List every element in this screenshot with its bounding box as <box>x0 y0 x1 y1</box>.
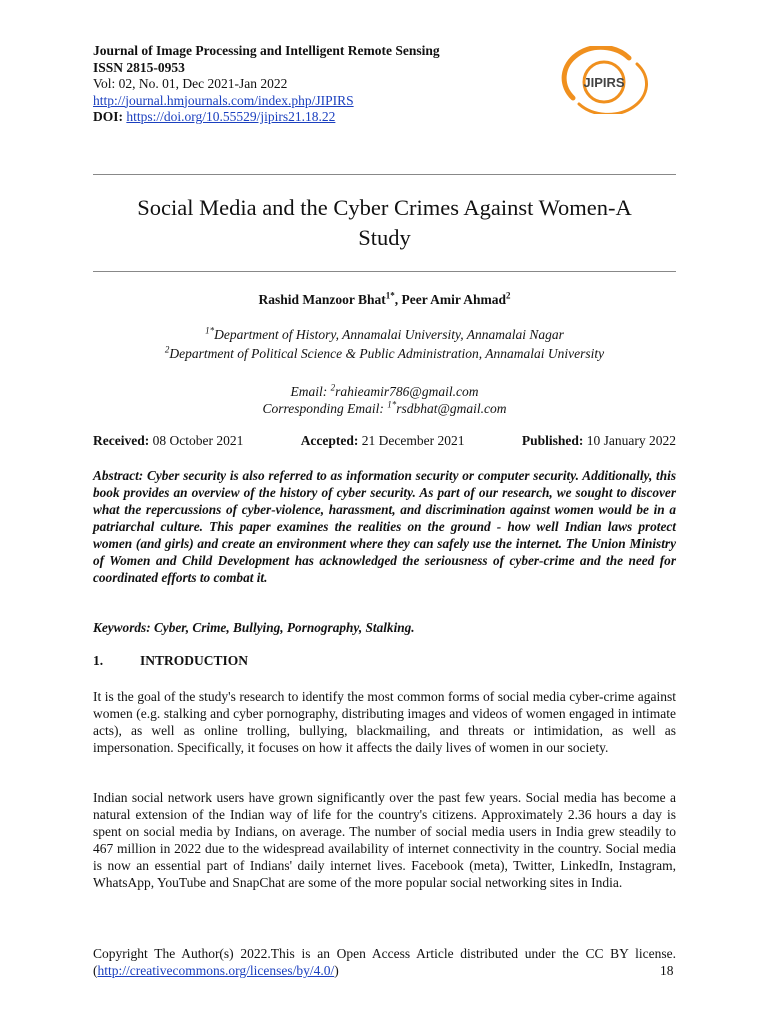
doi-label: DOI: <box>93 109 123 124</box>
author-2: Peer Amir Ahmad <box>401 292 507 307</box>
page-number: 18 <box>660 963 674 978</box>
author-list: Rashid Manzoor Bhat$^{1*}$, Peer Amir Ahmad$^2$ <box>258 290 511 307</box>
publication-dates <box>93 433 676 449</box>
corresponding-email: Corresponding Email: $^{1*}$rsdbhat@gmail.com <box>262 399 507 416</box>
jipirs-logo-icon <box>559 46 649 114</box>
paper-title: Social Media and the Cyber Crimes Against Women-A Study <box>137 195 632 250</box>
title-divider <box>93 271 676 272</box>
published-date: Published: 10 January 2022 <box>521 433 676 448</box>
section-heading: 1. INTRODUCTION <box>93 653 249 668</box>
affiliation-1: $^{1*}$Department of History, Annamalai University, Annamalai Nagar <box>205 325 564 342</box>
abstract: Abstract: Cyber security is also referred to as information security or computer security. Additionally, this book provides an overview of the history of cyber security. As part of our research, we sought to discover what the repercussions of cyber-violence, harassment, and discrimination against women would be in a patriarchal culture. This paper examines the realities on the ground - how well Indian laws protect women (and girls) and create an environment where they can safely use the internet. The Union Ministry of Women and Child Development has acknowledged the seriousness of cyber-crime and the need for coordinated efforts to combat it. <box>93 468 676 585</box>
issn: ISSN 2815-0953 <box>93 59 185 75</box>
paragraph-2: Indian social network users have grown significantly over the past few years. Social media has become a natural extension of the Indian way of life for the country's citizens. Approximately 2.36 hours a day is spent on social media by Indians, on average. The number of social media users in India grew steadily to 467 million in 2022 due to the widespread availability of internet connectivity in the country. Social media is now an essential part of Indians' daily internet lives. Facebook (meta), Twitter, LinkedIn, Instagram, WhatsApp, YouTube and SnapChat are some of the more popular social networking sites in India. <box>93 790 676 890</box>
journal-url-link[interactable]: http://journal.hmjournals.com/index.php/JIPIRS <box>93 92 354 108</box>
doi-link[interactable]: https://doi.org/10.55529/jipirs21.18.22 <box>126 109 336 124</box>
author-email: Email: $^2$rahieamir786@gmail.com <box>290 382 479 399</box>
affiliation-2: $^2$Department of Political Science & Public Administration, Annamalai University <box>164 344 605 361</box>
top-divider <box>93 174 676 175</box>
journal-header <box>93 43 553 126</box>
volume-info: Vol: 02, No. 01, Dec 2021-Jan 2022 <box>93 76 288 91</box>
license-link[interactable]: http://creativecommons.org/licenses/by/4.0/ <box>97 963 335 978</box>
accepted-date: Accepted: 21 December 2021 <box>300 433 465 448</box>
author-1: Rashid Manzoor Bhat <box>258 292 386 307</box>
journal-name: Journal of Image Processing and Intelligent Remote Sensing <box>93 43 440 58</box>
logo-text: JIPIRS <box>583 75 625 90</box>
paragraph-1: It is the goal of the study's research to identify the most common forms of social media cyber-crime against women (e.g. stalking and cyber pornography, distributing images and videos of women engaged in intimate acts), as well as online trolling, bullying, blackmailing, and threats or intimidation, as well as impersonation. Specifically, it focuses on how it affects the daily lives of women in our society. <box>93 689 676 755</box>
copyright-footer: Copyright The Author(s) 2022.This is an Open Access Article distributed under the CC BY license. (http://creativecommons.org/licenses/by/4.0/) <box>93 946 676 978</box>
keywords: Keywords: Cyber, Crime, Bullying, Pornography, Stalking. <box>93 620 415 635</box>
received-date: Received: 08 October 2021 <box>93 433 244 448</box>
